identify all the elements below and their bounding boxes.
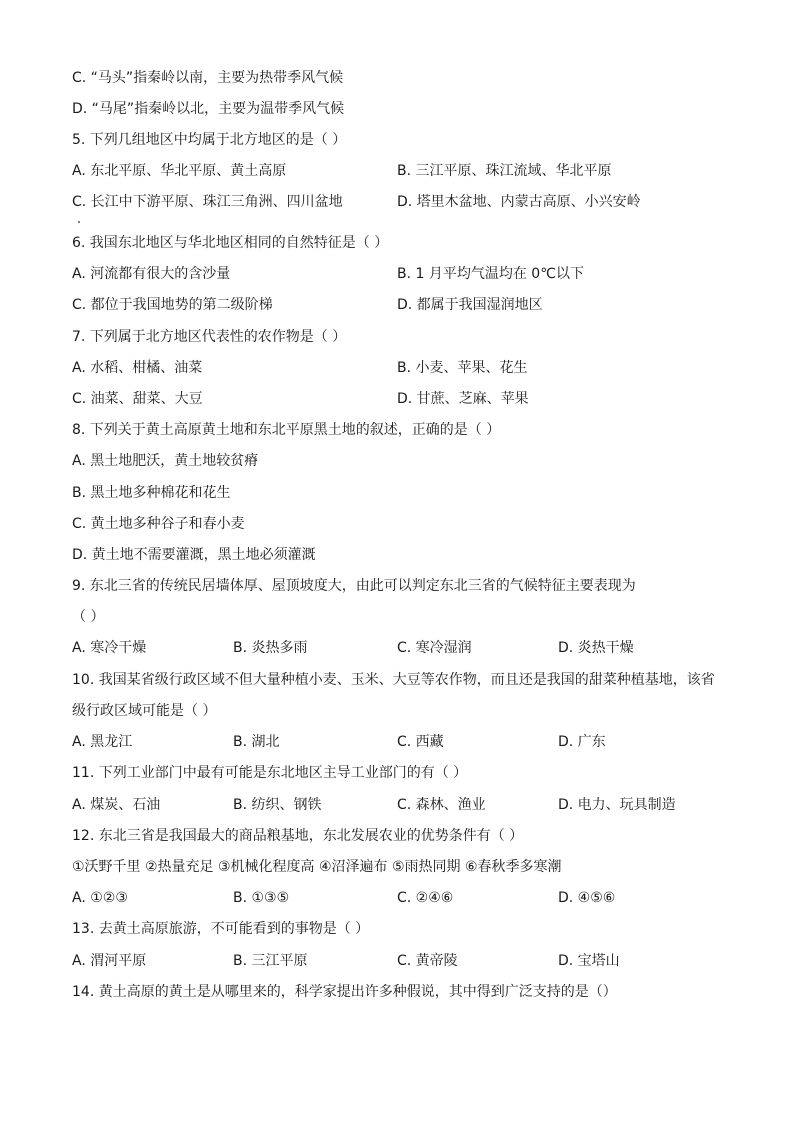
line-q7ab-opt-0: A. 水稻、柑橘、油菜 [72,360,203,376]
line-q9opts-opt-0: A. 寒冷干燥 [72,640,147,656]
line-q12opts-opt-3: D. ④⑤⑥ [558,890,616,906]
line-q5cd-opt-1: D. 塔里木盆地、内蒙古高原、小兴安岭 [397,194,641,210]
line-q12opts-opt-0: A. ①②③ [72,890,128,906]
line-q9opts-opt-3: D. 炎热干燥 [558,640,634,656]
line-q6ab-opt-0: A. 河流都有很大的含沙量 [72,266,231,282]
line-q9opts-opt-2: C. 寒冷湿润 [397,640,472,656]
line-q12opts-opt-2: C. ②④⑥ [397,890,454,906]
line-q10opts-opt-3: D. 广东 [558,734,606,750]
line-q13opts-opt-1: B. 三江平原 [233,953,308,969]
line-q6ab-opt-1: B. 1 月平均气温均在 0℃以下 [397,266,584,282]
line-q13opts-opt-0: A. 渭河平原 [72,953,147,969]
line-q5: 5. 下列几组地区中均属于北方地区的是（ ） [72,132,347,148]
line-q9b: （ ） [72,609,105,625]
line-q7ab-opt-1: B. 小麦、苹果、花生 [397,360,528,376]
line-q8b: B. 黑土地多种棉花和花生 [72,485,231,501]
line-q7cd-opt-1: D. 甘蔗、芝麻、苹果 [397,391,529,407]
line-q6cd-opt-1: D. 都属于我国湿润地区 [397,297,543,313]
line-q14: 14. 黄土高原的黄土是从哪里来的，科学家提出许多种假说，其中得到广泛支持的是（） [72,984,617,1000]
line-q11: 11. 下列工业部门中最有可能是东北地区主导工业部门的有（ ） [72,765,468,781]
line-q10b: 级行政区域可能是（ ） [72,703,217,719]
line-q8a: A. 黑土地肥沃，黄土地较贫瘠 [72,453,259,469]
line-q11opts-opt-2: C. 森林、渔业 [397,797,486,813]
line-q9opts-opt-1: B. 炎热多雨 [233,640,308,656]
line-q10: 10. 我国某省级行政区域不但大量种植小麦、玉米、大豆等农作物，而且还是我国的甜菜种植基地，该省 [72,672,715,688]
line-q13opts-opt-2: C. 黄帝陵 [397,953,458,969]
line-q11opts-opt-1: B. 纺织、钢铁 [233,797,322,813]
line-q11opts-opt-0: A. 煤炭、石油 [72,797,161,813]
line-q7: 7. 下列属于北方地区代表性的农作物是（ ） [72,329,347,345]
line-q12: 12. 东北三省是我国最大的商品粮基地，东北发展农业的优势条件有（ ） [72,828,524,844]
line-q5cd-opt-0: C. 长江中下游平原、珠江三角洲、四川盆地 [72,194,343,210]
line-q10opts-opt-1: B. 湖北 [233,734,280,750]
line-q8c: C. 黄土地多种谷子和春小麦 [72,516,245,532]
line-q10opts-opt-0: A. 黑龙江 [72,734,133,750]
line-q6: 6. 我国东北地区与华北地区相同的自然特征是（ ） [72,235,389,251]
line-q6cd-opt-0: C. 都位于我国地势的第二级阶梯 [72,297,273,313]
line-q4d: D. “马尾”指秦岭以北，主要为温带季风气候 [72,101,345,117]
line-q12items: ①沃野千里 ②热量充足 ③机械化程度高 ④沼泽遍布 ⑤雨热同期 ⑥春秋季多寒潮 [72,859,562,875]
line-q12opts-opt-1: B. ①③⑤ [233,890,290,906]
line-q10opts-opt-2: C. 西藏 [397,734,444,750]
line-q4c: C. “马头”指秦岭以南，主要为热带季风气候 [72,70,344,86]
line-q7cd-opt-0: C. 油菜、甜菜、大豆 [72,391,203,407]
line-q8d: D. 黄土地不需要灌溉，黑土地必须灌溉 [72,547,316,563]
line-q8: 8. 下列关于黄土高原黄土地和东北平原黑土地的叙述，正确的是（ ） [72,422,501,438]
line-q5ab-opt-1: B. 三江平原、珠江流域、华北平原 [397,163,612,179]
line-q11opts-opt-3: D. 电力、玩具制造 [558,797,676,813]
stray-dot [78,221,80,223]
line-q13opts-opt-3: D. 宝塔山 [558,953,620,969]
line-q13: 13. 去黄土高原旅游，不可能看到的事物是（ ） [72,921,370,937]
line-q9: 9. 东北三省的传统民居墙体厚、屋顶坡度大，由此可以判定东北三省的气候特征主要表现为 [72,578,636,594]
line-q5ab-opt-0: A. 东北平原、华北平原、黄土高原 [72,163,287,179]
